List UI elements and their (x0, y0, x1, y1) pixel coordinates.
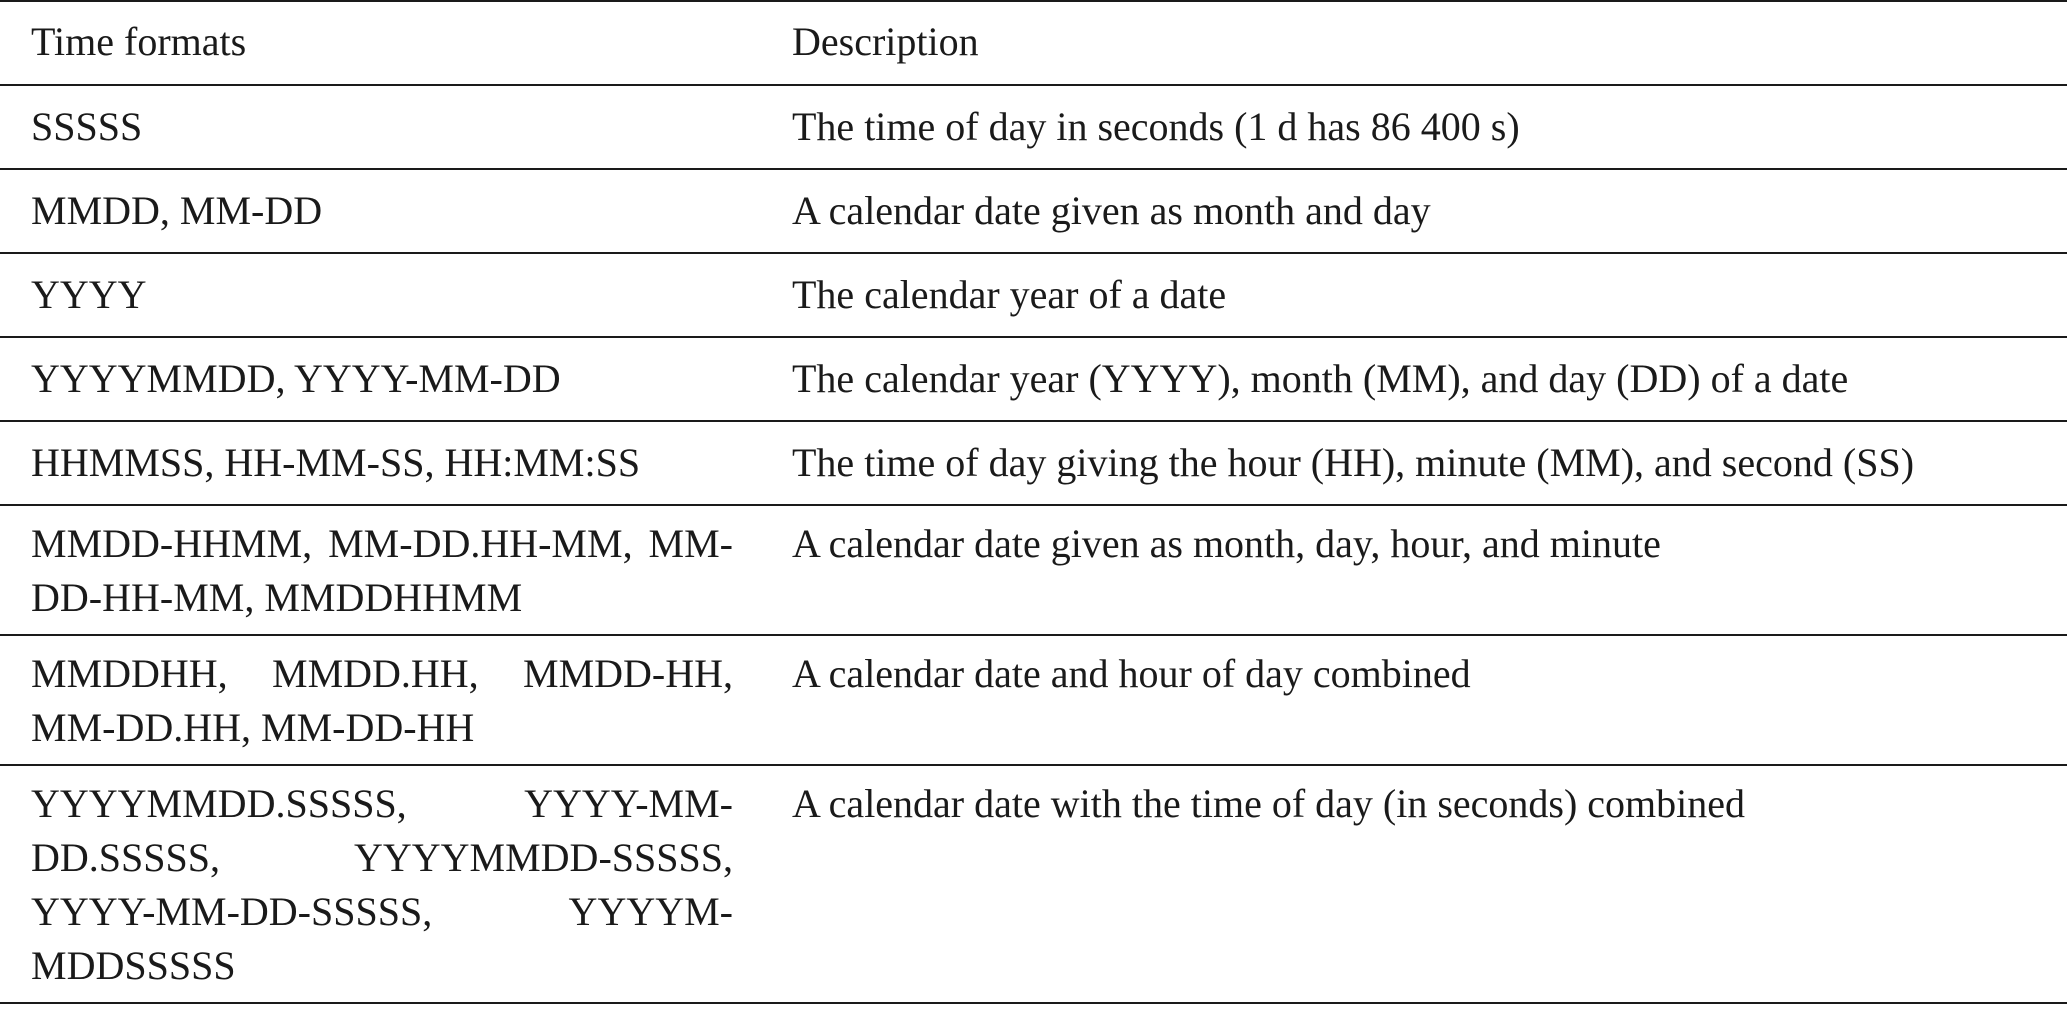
table-row (0, 421, 2067, 505)
description-cell: The time of day giving the hour (HH), minute (MM), and second (SS) (792, 440, 1915, 485)
format-cell: YYYY (31, 272, 147, 317)
table-header-row (0, 1, 2067, 85)
table-row (0, 85, 2067, 169)
format-cell: YYYYMMDD, YYYY-MM-DD (31, 356, 561, 401)
description-cell: The calendar year of a date (792, 272, 1227, 317)
format-cell: SSSSS (31, 104, 143, 149)
description-cell: A calendar date given as month and day (792, 188, 1431, 233)
table-row (0, 169, 2067, 253)
description-cell: A calendar date given as month, day, hour, and minute (792, 521, 1661, 566)
format-cell: HHMMSS, HH-MM-SS, HH:MM:SS (31, 440, 641, 485)
description-cell: A calendar date with the time of day (in seconds) combined (792, 781, 1746, 826)
format-cell: MMDDHH, MMDD.HH, MMDD-HH, MM-DD.HH, MM-DD-HH (31, 651, 733, 750)
table-row (0, 635, 2067, 765)
table-row (0, 253, 2067, 337)
table-row (0, 765, 2067, 1003)
format-cell: YYYYMMDD.SSSSS, YYYY-MM-DD.SSSSS, YYYYMMDD-SSSSS, YYYY-MM-DD-SSSSS, YYYYM-MDDSSSSS (31, 781, 733, 988)
format-cell: MMDD, MM-DD (31, 188, 323, 233)
format-cell: MMDD-HHMM, MM-DD.HH-MM, MM-DD-HH-MM, MMDDHHMM (31, 521, 733, 620)
column-header-description: Description (792, 19, 979, 64)
column-header-time-formats: Time formats (31, 19, 247, 64)
description-cell: A calendar date and hour of day combined (792, 651, 1471, 696)
table-row (0, 337, 2067, 421)
table-row (0, 505, 2067, 635)
description-cell: The time of day in seconds (1 d has 86 400 s) (792, 104, 1520, 149)
description-cell: The calendar year (YYYY), month (MM), and day (DD) of a date (792, 356, 1849, 401)
